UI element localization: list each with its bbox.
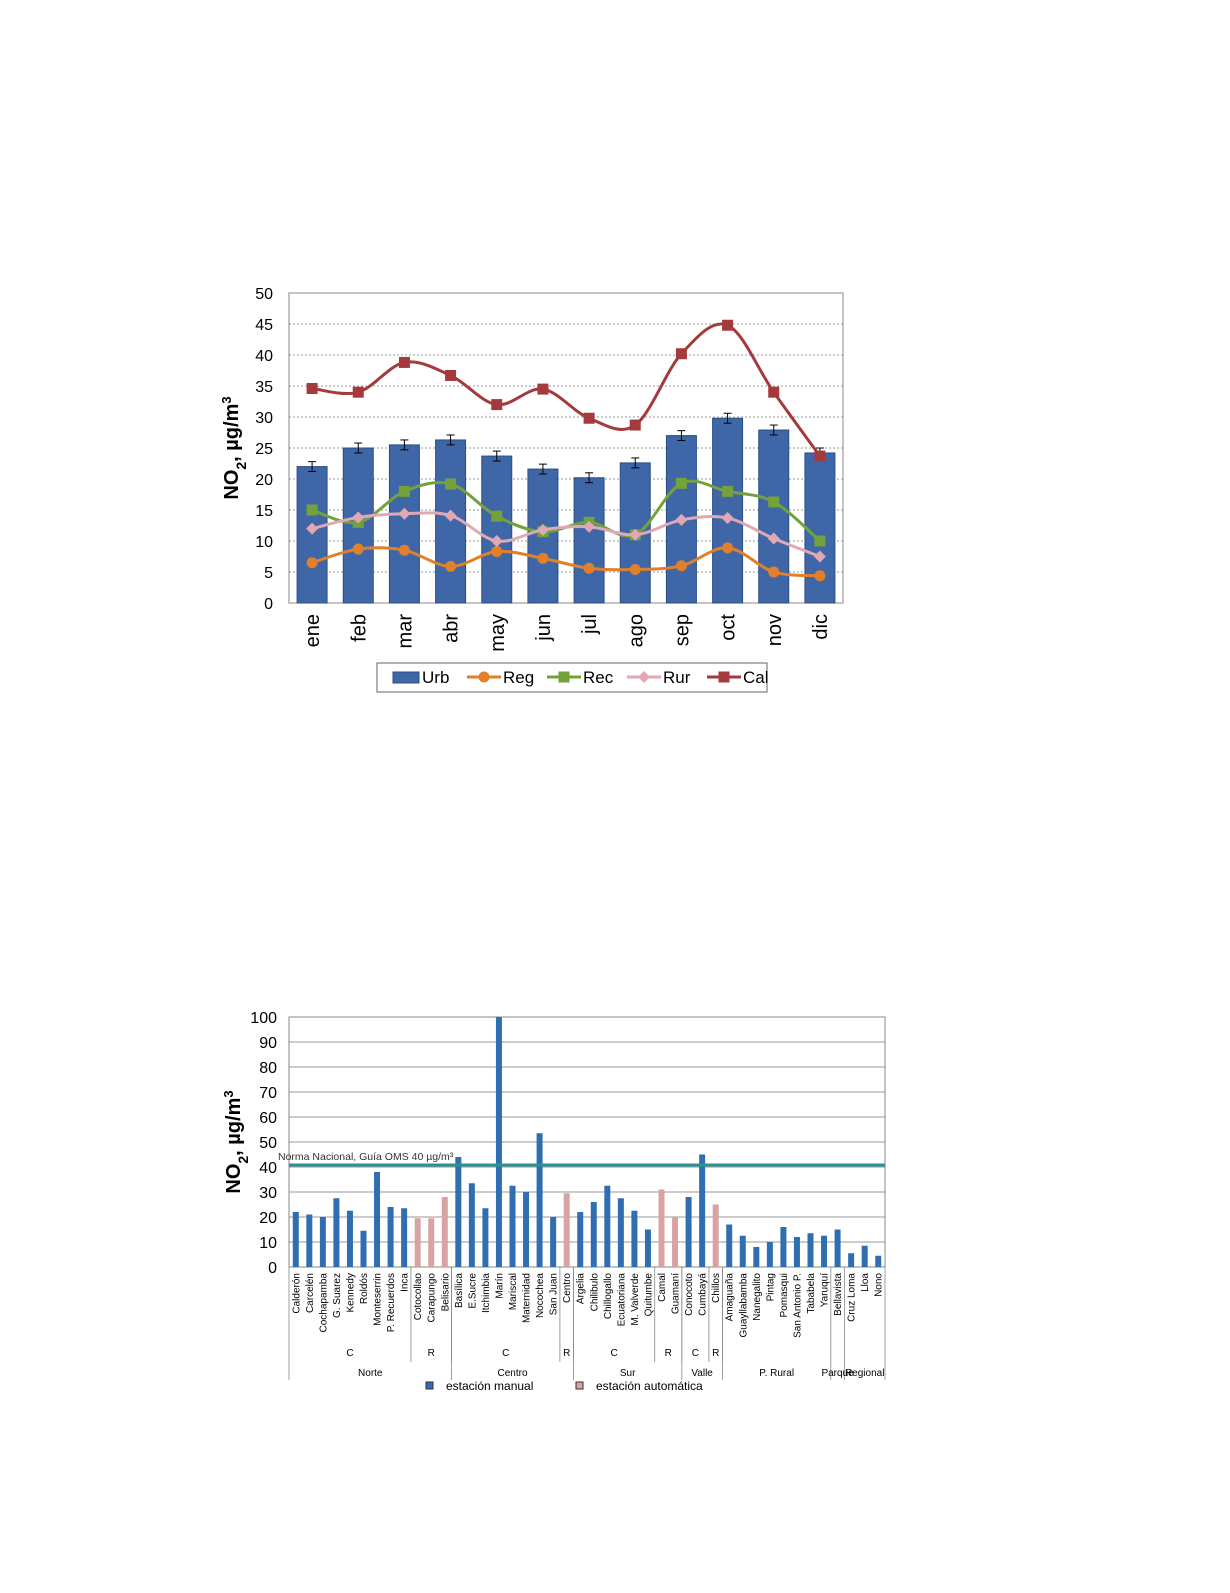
- bar-station: [293, 1212, 299, 1267]
- group-label: Centro: [497, 1368, 528, 1379]
- x-tick-label: Tababela: [806, 1273, 817, 1314]
- y-tick-label: 25: [255, 441, 273, 458]
- x-tick-label: Pintag: [765, 1273, 777, 1302]
- y-axis-label: $NO_2$, $\mu g/m^3$: [218, 396, 249, 500]
- point-reg: [814, 570, 825, 581]
- legend-label-rec: Rec: [583, 668, 614, 687]
- bar-station: [577, 1212, 583, 1267]
- x-tick-label: Guamaní: [670, 1273, 682, 1315]
- bar-station: [510, 1186, 516, 1267]
- y-tick-label: 35: [255, 379, 273, 396]
- point-rec: [768, 496, 779, 507]
- point-reg: [399, 545, 410, 556]
- bar-station: [794, 1237, 800, 1267]
- point-rec: [676, 478, 687, 489]
- point-reg: [584, 563, 595, 574]
- subgroup-label: C: [691, 1348, 699, 1359]
- bar-station: [699, 1155, 705, 1268]
- point-reg: [768, 567, 779, 578]
- x-tick-label: P. Recuerdos: [386, 1273, 398, 1333]
- y-tick-label: 60: [259, 1110, 277, 1127]
- bar-station: [496, 1017, 502, 1267]
- y-tick-label: 15: [255, 503, 273, 520]
- x-tick-label: Carcelén: [304, 1273, 316, 1314]
- x-tick-label: E.Sucre: [467, 1273, 479, 1309]
- x-tick-label: Marín: [494, 1273, 506, 1299]
- y-tick-label: 20: [255, 472, 273, 489]
- bar-station: [428, 1218, 434, 1267]
- bar-station: [361, 1231, 367, 1267]
- x-tick-label: Centro: [562, 1273, 574, 1304]
- bar-station: [604, 1186, 610, 1267]
- bar-station: [808, 1233, 814, 1267]
- y-tick-label: 20: [259, 1210, 277, 1227]
- y-tick-label: 40: [255, 348, 273, 365]
- group-label: Regional: [844, 1368, 885, 1379]
- bar-station: [469, 1183, 475, 1267]
- x-tick-label: Mariscal: [508, 1273, 519, 1311]
- x-tick-label: M. Valverde: [629, 1273, 641, 1326]
- y-tick-label: 70: [259, 1085, 277, 1102]
- x-tick-label: Carapungo: [426, 1273, 438, 1323]
- bar-station: [780, 1227, 786, 1267]
- point-cal: [722, 320, 733, 331]
- x-tick-label: Maternidad: [521, 1273, 533, 1324]
- point-cal: [814, 451, 825, 462]
- x-tick-label: Quitumbe: [643, 1273, 655, 1317]
- legend-label-cal: Cal: [743, 668, 769, 687]
- legend-label-manual: estación manual: [446, 1379, 534, 1393]
- x-tick-label: Calderón: [291, 1273, 303, 1314]
- x-tick-label: G. Suarez: [331, 1273, 343, 1319]
- point-reg: [445, 561, 456, 572]
- x-tick-label: Chillogallo: [602, 1273, 614, 1320]
- bar-station: [347, 1211, 353, 1267]
- bar-urb: [713, 418, 743, 603]
- bar-station: [631, 1211, 637, 1267]
- bar-urb: [482, 456, 512, 603]
- bar-station: [659, 1190, 665, 1268]
- point-cal: [584, 413, 595, 424]
- y-tick-label: 50: [255, 286, 273, 303]
- point-rec: [814, 536, 825, 547]
- x-tick-label: Nocochea: [535, 1273, 547, 1319]
- point-rec: [722, 486, 733, 497]
- bar-station: [550, 1217, 556, 1267]
- bar-station: [564, 1193, 570, 1267]
- subgroup-label: C: [610, 1348, 618, 1359]
- legend-label-urb: Urb: [422, 668, 450, 687]
- bar-station: [835, 1230, 841, 1268]
- point-rec: [399, 486, 410, 497]
- x-tick-label: jun: [532, 614, 555, 641]
- x-tick-label: nov: [763, 614, 786, 647]
- legend-marker-cal: [719, 672, 730, 683]
- x-tick-label: Conocoto: [684, 1273, 696, 1316]
- bar-station: [333, 1198, 339, 1267]
- x-tick-label: Monteserrin: [372, 1273, 384, 1326]
- point-rec: [307, 505, 318, 516]
- y-tick-label: 10: [255, 534, 273, 551]
- point-cal: [768, 387, 779, 398]
- bar-station: [455, 1157, 461, 1267]
- point-rec: [445, 478, 456, 489]
- bar-station: [686, 1197, 692, 1267]
- x-tick-label: Cotocollao: [413, 1273, 425, 1321]
- x-tick-label: Cruz Loma: [846, 1273, 858, 1322]
- x-tick-label: Chillos: [711, 1273, 723, 1304]
- subgroup-label: R: [427, 1348, 435, 1359]
- y-tick-label: 5: [264, 565, 273, 582]
- x-tick-label: Cochapamba: [318, 1273, 330, 1333]
- bar-station: [442, 1197, 448, 1267]
- legend-swatch-manual: [426, 1382, 433, 1389]
- bar-station: [523, 1192, 529, 1267]
- point-rec: [491, 511, 502, 522]
- point-cal: [307, 383, 318, 394]
- bar-station: [388, 1207, 394, 1267]
- point-cal: [676, 348, 687, 359]
- legend-swatch-urb: [393, 672, 419, 683]
- x-tick-label: Nanegalito: [751, 1273, 763, 1321]
- bar-station: [875, 1256, 881, 1267]
- legend-label-automatic: estación automática: [596, 1379, 703, 1393]
- bar-station: [713, 1205, 719, 1268]
- x-tick-label: San Juan: [548, 1273, 560, 1316]
- bar-station: [306, 1215, 312, 1268]
- x-tick-label: Pomasqui: [778, 1273, 790, 1318]
- x-tick-label: Roldós: [359, 1273, 370, 1305]
- x-tick-label: Bellavista: [833, 1273, 845, 1316]
- group-label: Valle: [691, 1368, 713, 1379]
- x-tick-label: sep: [671, 614, 694, 647]
- x-tick-label: ago: [625, 614, 648, 648]
- bar-station: [320, 1217, 326, 1267]
- point-cal: [399, 357, 410, 368]
- y-tick-label: 45: [255, 317, 273, 334]
- subgroup-label: C: [502, 1348, 510, 1359]
- y-tick-label: 30: [259, 1185, 277, 1202]
- legend-marker-reg: [479, 672, 490, 683]
- y-tick-label: 0: [264, 596, 273, 613]
- y-tick-label: 90: [259, 1035, 277, 1052]
- point-cal: [537, 384, 548, 395]
- station-no2-chart: [0, 1000, 1230, 1480]
- x-tick-label: mar: [394, 614, 417, 649]
- x-tick-label: Lloa: [860, 1273, 872, 1292]
- x-tick-label: abr: [440, 614, 463, 643]
- bar-urb: [297, 467, 327, 603]
- y-tick-label: 100: [250, 1010, 277, 1027]
- bar-station: [672, 1217, 678, 1267]
- x-tick-label: Amaguaña: [724, 1273, 736, 1322]
- y-axis-label: $NO_2$, $\mu g/m^3$: [220, 1090, 251, 1194]
- x-tick-label: Camal: [657, 1273, 668, 1302]
- monthly-no2-chart: [0, 0, 1230, 760]
- point-reg: [676, 560, 687, 571]
- x-tick-label: dic: [809, 614, 832, 640]
- bar-urb: [574, 478, 604, 603]
- point-cal: [445, 370, 456, 381]
- point-reg: [491, 546, 502, 557]
- bar-station: [848, 1253, 854, 1267]
- x-tick-label: Itchimbia: [480, 1273, 492, 1314]
- y-tick-label: 0: [268, 1260, 277, 1277]
- bar-station: [821, 1236, 827, 1267]
- x-tick-label: ene: [302, 614, 325, 648]
- point-cal: [630, 420, 641, 431]
- x-tick-label: Chilibulo: [589, 1273, 601, 1312]
- point-reg: [307, 557, 318, 568]
- group-label: Parque: [821, 1368, 854, 1379]
- x-tick-label: Guayllabamba: [738, 1273, 750, 1338]
- bar-station: [767, 1242, 773, 1267]
- x-tick-label: Belisario: [440, 1273, 452, 1312]
- group-label: Sur: [619, 1368, 636, 1379]
- point-reg: [353, 544, 364, 555]
- x-tick-label: oct: [717, 614, 740, 641]
- point-cal: [491, 399, 502, 410]
- legend-label-rur: Rur: [663, 668, 691, 687]
- y-tick-label: 50: [259, 1135, 277, 1152]
- bar-station: [726, 1225, 732, 1268]
- bar-station: [753, 1247, 759, 1267]
- bar-station: [537, 1133, 543, 1267]
- bar-station: [862, 1246, 868, 1267]
- legend-marker-rec: [559, 672, 570, 683]
- y-tick-label: 40: [259, 1160, 277, 1177]
- y-tick-label: 30: [255, 410, 273, 427]
- x-tick-label: Inca: [399, 1273, 411, 1292]
- y-tick-label: 10: [259, 1235, 277, 1252]
- point-reg: [722, 542, 733, 553]
- bar-station: [740, 1236, 746, 1267]
- x-tick-label: Yaruquí: [819, 1273, 831, 1308]
- reference-line-label: Norma Nacional, Guía OMS 40 µg/m³: [278, 1151, 454, 1163]
- bar-station: [415, 1218, 421, 1267]
- group-label: P. Rural: [759, 1368, 795, 1379]
- legend-swatch-automatic: [576, 1382, 583, 1389]
- point-cal: [353, 387, 364, 398]
- x-tick-label: Basílica: [453, 1273, 465, 1309]
- bar-station: [618, 1198, 624, 1267]
- subgroup-label: R: [712, 1348, 720, 1359]
- point-reg: [537, 553, 548, 564]
- x-tick-label: may: [486, 614, 509, 652]
- legend-label-reg: Reg: [503, 668, 535, 687]
- bar-station: [482, 1208, 488, 1267]
- bar-station: [645, 1230, 651, 1268]
- y-tick-label: 80: [259, 1060, 277, 1077]
- x-tick-label: Kennedy: [345, 1273, 357, 1313]
- x-tick-label: jul: [579, 614, 602, 635]
- subgroup-label: C: [346, 1348, 354, 1359]
- x-tick-label: Ecuatoriana: [616, 1273, 628, 1327]
- point-reg: [630, 564, 641, 575]
- bar-station: [591, 1202, 597, 1267]
- subgroup-label: R: [563, 1348, 571, 1359]
- x-tick-label: Cumbayá: [697, 1273, 709, 1316]
- bar-urb: [389, 445, 419, 603]
- bar-station: [401, 1208, 407, 1267]
- group-label: Norte: [358, 1368, 383, 1379]
- x-tick-label: Nono: [873, 1273, 885, 1297]
- x-tick-label: feb: [348, 614, 371, 642]
- bar-station: [374, 1172, 380, 1267]
- x-tick-label: Argelia: [575, 1273, 587, 1305]
- subgroup-label: R: [664, 1348, 672, 1359]
- x-tick-label: San Antonio P.: [792, 1273, 804, 1338]
